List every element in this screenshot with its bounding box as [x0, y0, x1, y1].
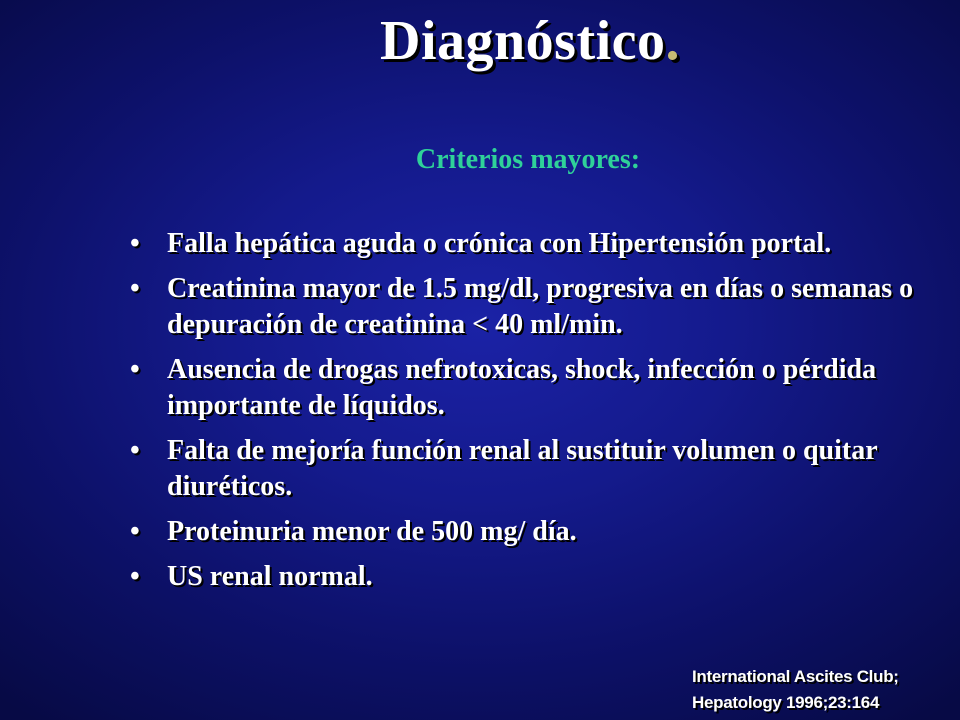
slide-title-text: Diagnóstico	[380, 10, 666, 72]
bullet-item	[130, 433, 940, 505]
bullet-item	[130, 271, 940, 343]
bullet-text: Falta de mejoría función renal al sustituir volumen o quitar diuréticos.	[167, 435, 878, 502]
bullet-icon: •	[130, 273, 140, 304]
bullet-icon: •	[130, 516, 140, 547]
bullet-text: Creatinina mayor de 1.5 mg/dl, progresiva en días o semanas o depuración de creatinina < 40 ml/min.	[167, 273, 914, 340]
bullet-icon: •	[130, 354, 140, 385]
citation	[692, 664, 952, 716]
bullet-icon: •	[130, 435, 140, 466]
bullet-item	[130, 559, 940, 595]
bullet-item	[130, 352, 940, 424]
slide-subtitle: Criterios mayores:	[415, 144, 641, 175]
bullet-item	[130, 226, 940, 262]
citation-line-2: Hepatology 1996;23:164	[692, 693, 880, 712]
bullet-icon: •	[130, 561, 140, 592]
bullet-text: Ausencia de drogas nefrotoxicas, shock, infección o pérdida importante de líquidos.	[167, 354, 877, 421]
bullet-list	[130, 226, 940, 604]
bullet-text: US renal normal.	[167, 561, 373, 592]
slide-title	[0, 6, 960, 76]
bullet-text: Proteinuria menor de 500 mg/ día.	[167, 516, 577, 547]
bullet-text: Falla hepática aguda o crónica con Hipertensión portal.	[167, 228, 832, 259]
slide-title-period: .	[665, 10, 680, 72]
bullet-item	[130, 514, 940, 550]
bullet-icon: •	[130, 228, 140, 259]
citation-line-1: International Ascites Club;	[692, 667, 899, 686]
